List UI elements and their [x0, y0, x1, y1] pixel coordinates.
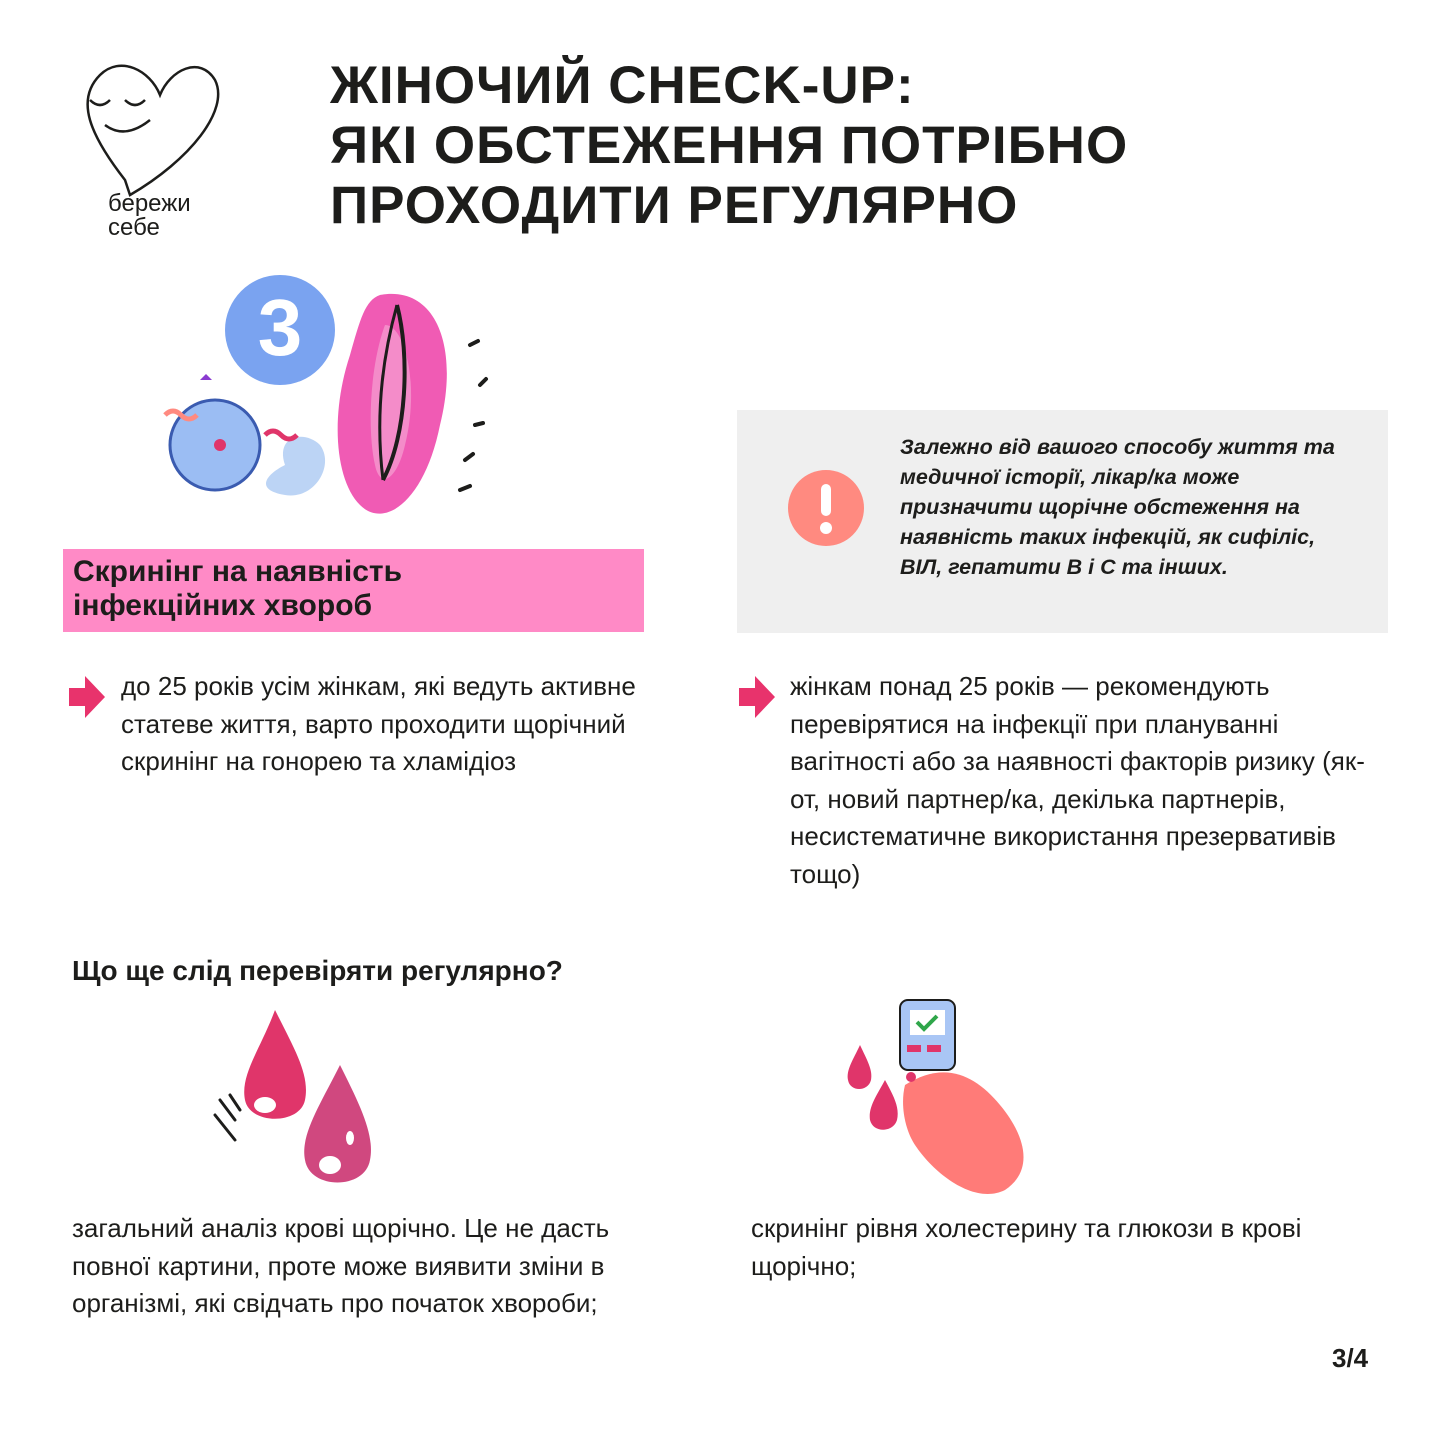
logo-text	[108, 192, 191, 240]
arrow-right-icon	[67, 674, 107, 720]
title-line-2: ЯКІ ОБСТЕЖЕННЯ ПОТРІБНО	[330, 116, 1129, 175]
infection-illustration	[135, 265, 515, 545]
subheading: Що ще слід перевіряти регулярно?	[72, 955, 563, 986]
step-number: 3	[257, 283, 303, 372]
section-heading-line-2: інфекційних хвороб	[73, 589, 373, 622]
note-text: Залежно від вашого способу життя та медичної історії, лікар/ка може призначити щорічне обстеження на наявність таких інфекцій, як сифіліс, ВІЛ, гепатити В і С та інших.	[900, 435, 1335, 579]
page-title	[330, 56, 1390, 236]
logo-line-1: бережи	[108, 190, 191, 217]
arrow-right-icon	[737, 674, 777, 720]
section-heading-line-1: Скринінг на наявність	[73, 555, 403, 588]
glucose-meter-icon	[835, 995, 1055, 1195]
title-line-1: ЖІНОЧИЙ CHECK-UP:	[330, 56, 915, 115]
blood-drops-icon	[205, 1005, 395, 1195]
item-blood-test-text: загальний аналіз крові щорічно. Це не дасть повної картини, проте може виявити зміни в організмі, які свідчать про початок хвороби;	[72, 1213, 610, 1318]
title-line-3: ПРОХОДИТИ РЕГУЛЯРНО	[330, 176, 1019, 235]
section-heading	[63, 549, 644, 632]
bullet-text-under-25: до 25 років усім жінкам, які ведуть активне статеве життя, варто проходити щорічний скринінг на гонорею та хламідіоз	[121, 671, 636, 776]
item-cholesterol-glucose-text: скринінг рівня холестерину та глюкози в крові щорічно;	[751, 1213, 1302, 1281]
alert-icon	[788, 470, 864, 546]
logo-line-2: себе	[108, 214, 160, 241]
page-number: 3/4	[1332, 1343, 1369, 1373]
bullet-text-over-25: жінкам понад 25 років — рекомендують перевірятися на інфекції при плануванні вагітності або за наявності факторів ризику (як-от, новий партнер/ка, декілька партнерів, несистематичне використання презервативів тощо)	[790, 671, 1365, 889]
